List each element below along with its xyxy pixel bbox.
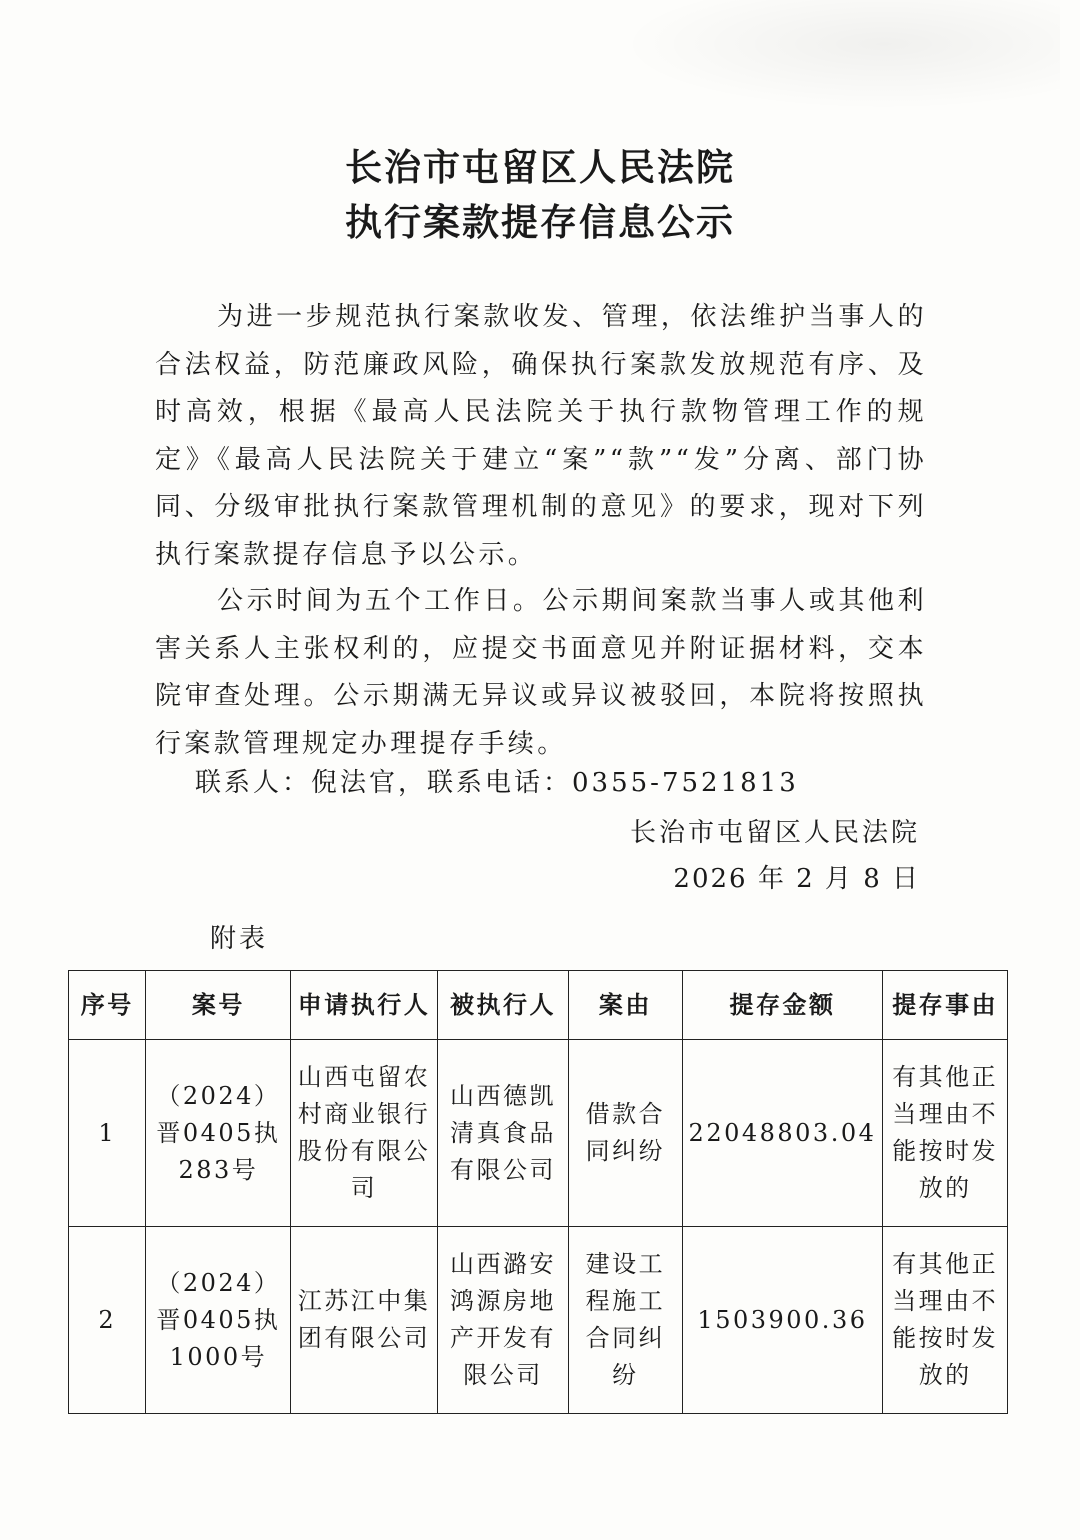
table-header-row [69, 971, 1008, 1040]
scan-artifact [620, 0, 1060, 110]
paragraph-intro: 为进一步规范执行案款收发、管理，依法维护当事人的合法权益，防范廉政风险，确保执行案款发放规范有序、及时高效，根据《最高人民法院关于执行款物管理工作的规定》《最高人民法院关于建立“案”“款”“发”分离、部门协同、分级审批执行案款管理机制的意见》的要求，现对下列执行案款提存信息予以公示。 [155, 302, 927, 570]
cell-amount: 1503900.36 [682, 1227, 883, 1414]
cell-reason: 有其他正当理由不能按时发放的 [883, 1227, 1008, 1414]
paragraph-notice-period: 公示时间为五个工作日。公示期间案款当事人或其他利害关系人主张权利的，应提交书面意见并附证据材料，交本院审查处理。公示期满无异议或异议被驳回，本院将按照执行案款管理规定办理提存手续。 [155, 586, 927, 759]
cell-applicant: 江苏江中集团有限公司 [291, 1227, 437, 1414]
cell-case-number: （2024）晋0405执283号 [146, 1040, 291, 1227]
page-title-line2: 执行案款提存信息公示 [345, 201, 735, 244]
header-amount: 提存金额 [682, 971, 883, 1040]
header-serial: 序号 [69, 971, 146, 1040]
header-reason: 提存事由 [883, 971, 1008, 1040]
signer: 长治市屯留区人民法院 [629, 818, 920, 848]
cell-respondent: 山西潞安鸿源房地产开发有限公司 [437, 1227, 569, 1414]
cell-amount: 22048803.04 [682, 1040, 883, 1227]
header-applicant: 申请执行人 [291, 971, 437, 1040]
table-row [69, 1227, 1008, 1414]
cell-reason: 有其他正当理由不能按时发放的 [883, 1040, 1008, 1227]
cell-cause: 借款合同纠纷 [569, 1040, 682, 1227]
header-cause: 案由 [569, 971, 682, 1040]
header-case-number: 案号 [146, 971, 291, 1040]
cell-respondent: 山西德凯清真食品有限公司 [437, 1040, 569, 1227]
cell-cause: 建设工程施工合同纠纷 [569, 1227, 682, 1414]
deposit-table [68, 970, 1008, 1414]
appendix-label: 附表 [210, 924, 269, 954]
cell-case-number: （2024）晋0405执1000号 [146, 1227, 291, 1414]
contact-line: 联系人：倪法官，联系电话：0355-7521813 [195, 768, 799, 798]
page-title-line1: 长治市屯留区人民法院 [345, 146, 735, 189]
date: 2026 年 2 月 8 日 [673, 864, 920, 894]
cell-applicant: 山西屯留农村商业银行股份有限公司 [291, 1040, 437, 1227]
cell-serial: 1 [69, 1040, 146, 1227]
cell-serial: 2 [69, 1227, 146, 1414]
header-respondent: 被执行人 [437, 971, 569, 1040]
table-row [69, 1040, 1008, 1227]
